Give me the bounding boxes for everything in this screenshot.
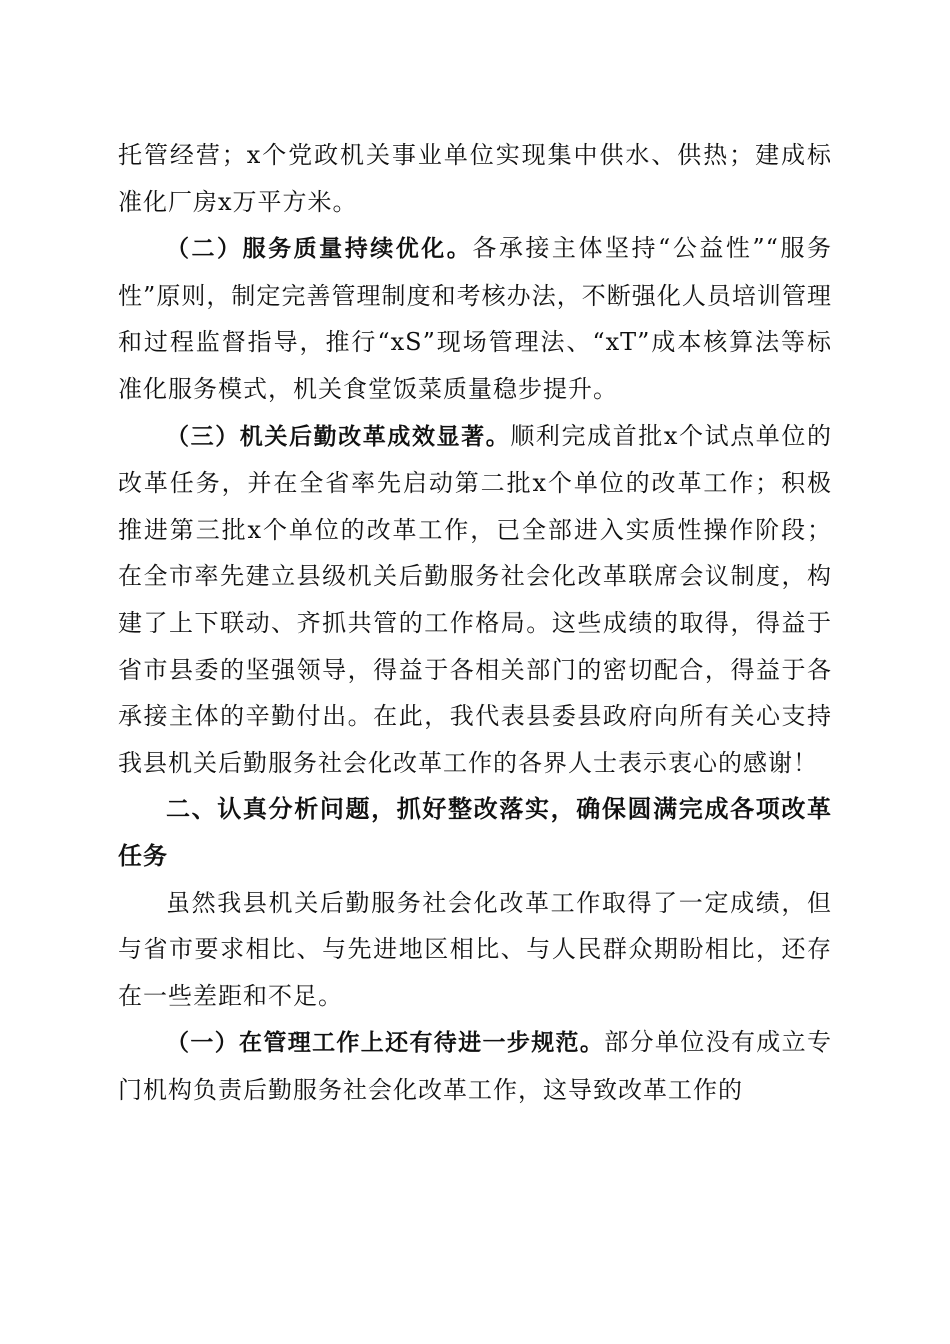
paragraph-management bbox=[118, 1019, 832, 1113]
paragraph-continuation bbox=[118, 132, 832, 225]
paragraph-text: 虽然我县机关后勤服务社会化改革工作取得了一定成绩，但与省市要求相比、与先进地区相比、与人民群众期盼相比，还存在一些差距和不足。 bbox=[118, 888, 832, 1010]
paragraph-lead: （一）在管理工作上还有待进一步规范。 bbox=[166, 1030, 605, 1057]
paragraph-text: 各承接主体坚持“公益性”“服务性”原则，制定完善管理制度和考核办法，不断强化人员培训管理和过程监督指导，推行“xS”现场管理法、“xT”成本核算法等标准化服务模式，机关食堂饭菜质量稳步提升。 bbox=[118, 234, 833, 403]
paragraph-lead: （二）服务质量持续优化。 bbox=[166, 236, 473, 263]
paragraph-service-quality bbox=[118, 225, 832, 412]
paragraph-text: 部分单位没有成立专门机构负责后勤服务社会化改革工作，这导致改革工作的 bbox=[118, 1028, 833, 1104]
paragraph-text: 顺利完成首批x个试点单位的改革任务，并在全省率先启动第二批x个单位的改革工作；积极推进第三批x个单位的改革工作，已全部进入实质性操作阶段；在全市率先建立县级机关后勤服务社会化改革联席会议制度，构建了上下联动、齐抓共管的工作格局。这些成绩的取得，得益于省市县委的坚强领导，得益于各相关部门的密切配合，得益于各承接主体的辛勤付出。在此，我代表县委县政府向所有关心支持我县机关后勤服务社会化改革工作的各界人士表示衷心的感谢！ bbox=[118, 421, 832, 777]
paragraph-lead: （三）机关后勤改革成效显著。 bbox=[166, 423, 511, 450]
paragraph-intro-problems bbox=[118, 880, 832, 1020]
section-heading: 二、认真分析问题，抓好整改落实，确保圆满完成各项改革任务 bbox=[118, 795, 832, 870]
paragraph-reform-results bbox=[118, 413, 832, 787]
document-body bbox=[118, 132, 832, 1113]
paragraph-text: 托管经营；x个党政机关事业单位实现集中供水、供热；建成标准化厂房x万平方米。 bbox=[118, 141, 832, 216]
